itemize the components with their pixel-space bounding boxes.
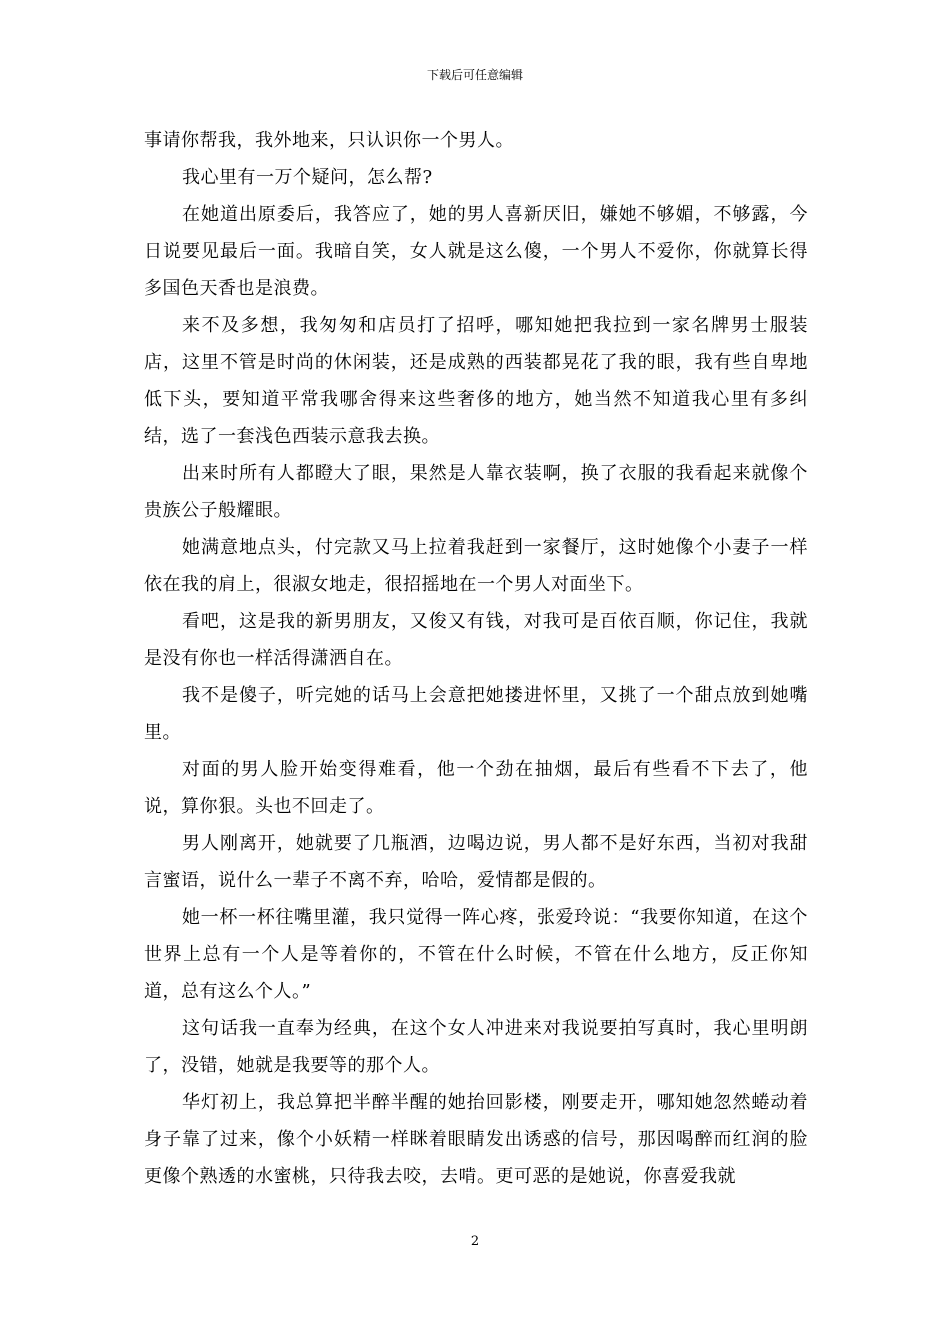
page-number: 2 <box>470 1234 480 1249</box>
paragraph: 我心里有一万个疑问，怎么帮? <box>182 167 433 188</box>
paragraph: 出来时所有人都瞪大了眼，果然是人靠衣装啊，换了衣服的我看起来就像个贵族公子般耀眼。 <box>144 463 808 521</box>
paragraph: 华灯初上，我总算把半醉半醒的她抬回影楼，刚要走开，哪知她忽然蜷动着身子靠了过来，像个小妖精一样眯着眼睛发出诱惑的信号，那因喝醉而红润的脸更像个熟透的水蜜桃，只待我去咬，去啃。更可恶的是她说，你喜爱我就 <box>144 1092 808 1187</box>
document-body <box>144 122 808 1195</box>
paragraph: 她一杯一杯往嘴里灌，我只觉得一阵心疼，张爱玲说：“我要你知道，在这个世界上总有一个人是等着你的，不管在什么时候，不管在什么地方，反正你知道，总有这么个人。” <box>144 907 808 1002</box>
paragraph: 对面的男人脸开始变得难看，他一个劲在抽烟，最后有些看不下去了，他说，算你狠。头也不回走了。 <box>144 759 808 817</box>
paragraph: 她满意地点头，付完款又马上拉着我赶到一家餐厅，这时她像个小妻子一样依在我的肩上，很淑女地走，很招摇地在一个男人对面坐下。 <box>144 537 808 595</box>
paragraph: 在她道出原委后，我答应了，她的男人喜新厌旧，嫌她不够媚，不够露，今日说要见最后一面。我暗自笑，女人就是这么傻，一个男人不爱你，你就算长得多国色天香也是浪费。 <box>144 204 808 299</box>
page-header: 下载后可任意编辑 <box>426 68 523 82</box>
paragraph: 看吧，这是我的新男朋友，又俊又有钱，对我可是百依百顺，你记住，我就是没有你也一样活得潇洒自在。 <box>144 611 808 669</box>
paragraph: 来不及多想，我匆匆和店员打了招呼，哪知她把我拉到一家名牌男士服装店，这里不管是时尚的休闲装，还是成熟的西装都晃花了我的眼，我有些自卑地低下头，要知道平常我哪舍得来这些奢侈的地方，她当然不知道我心里有多纠结，选了一套浅色西装示意我去换。 <box>144 315 808 447</box>
paragraph: 男人刚离开，她就要了几瓶酒，边喝边说，男人都不是好东西，当初对我甜言蜜语，说什么一辈子不离不弃，哈哈，爱情都是假的。 <box>144 833 808 891</box>
paragraph: 我不是傻子，听完她的话马上会意把她搂进怀里，又挑了一个甜点放到她嘴里。 <box>144 685 808 743</box>
paragraph: 这句话我一直奉为经典，在这个女人冲进来对我说要拍写真时，我心里明朗了，没错，她就是我要等的那个人。 <box>144 1018 808 1076</box>
paragraph: 事请你帮我，我外地来，只认识你一个男人。 <box>144 130 514 151</box>
